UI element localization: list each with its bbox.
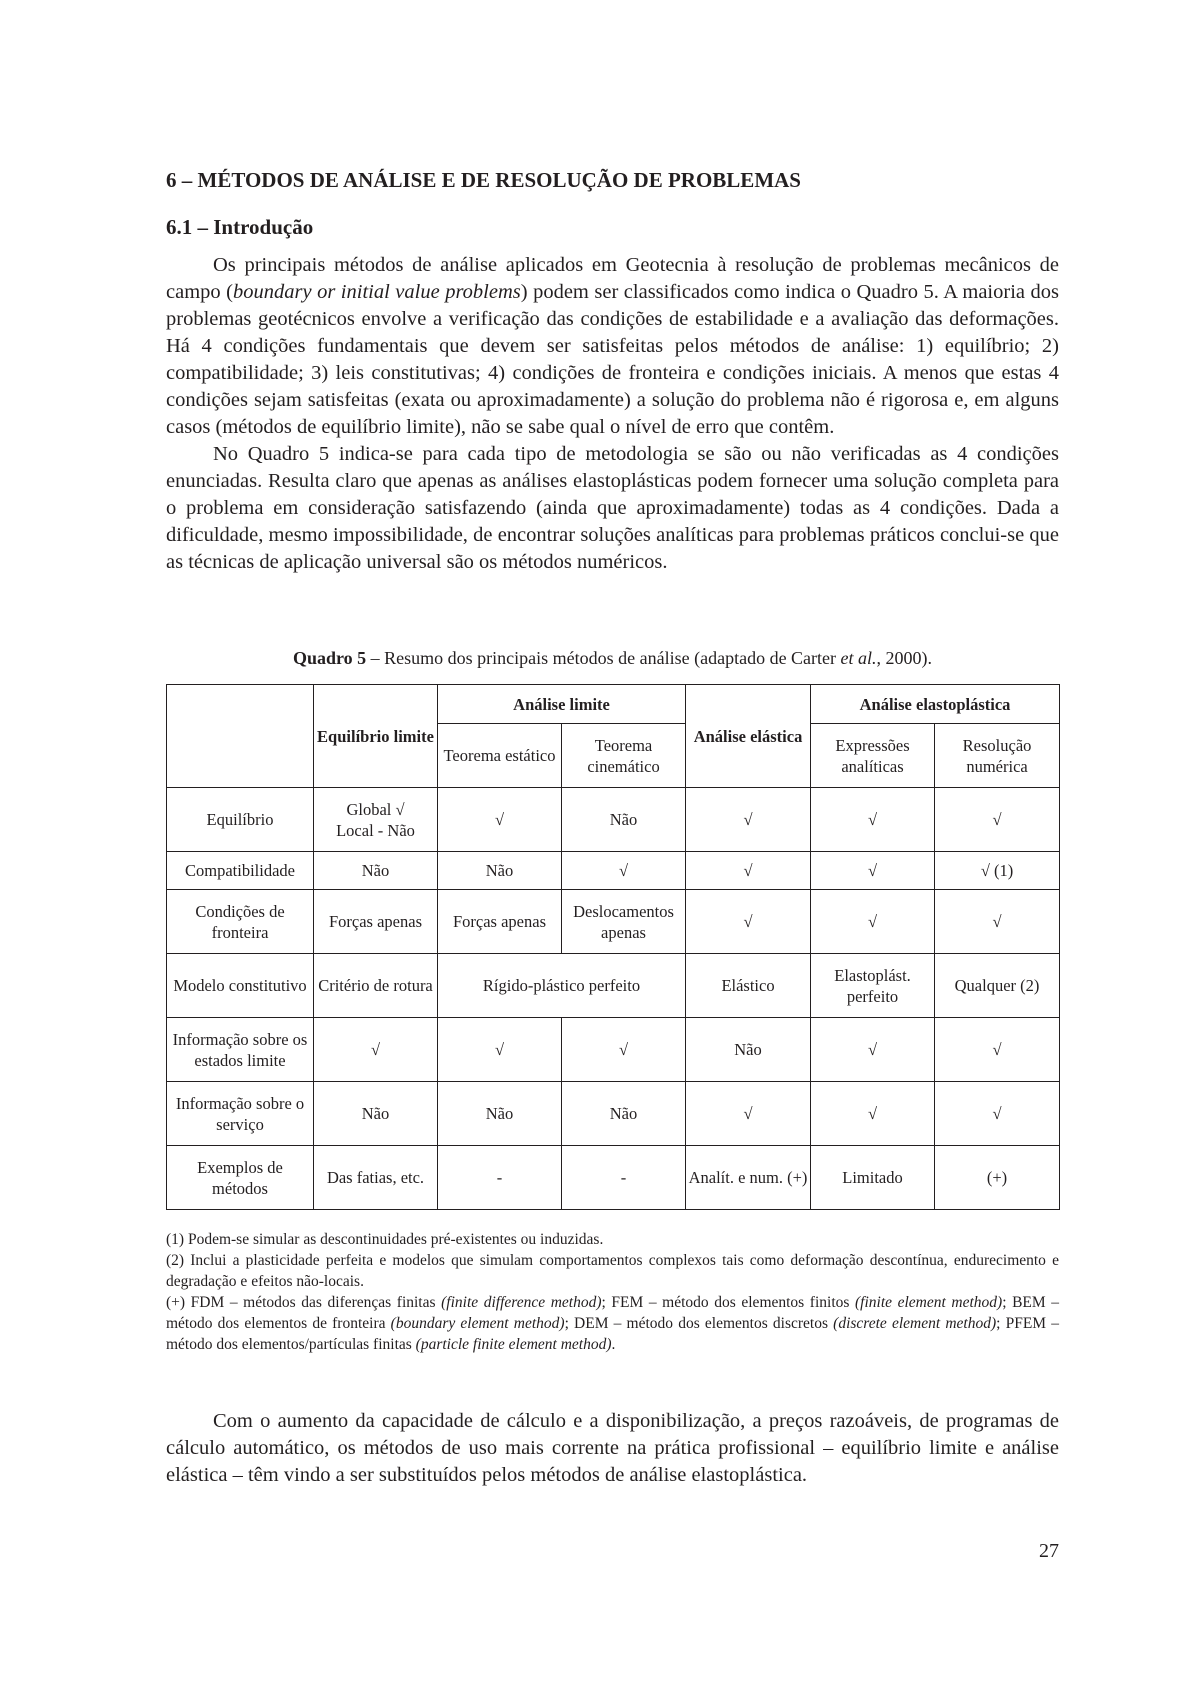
row-label: Modelo constitutivo bbox=[167, 954, 314, 1018]
row-label: Condições de fronteira bbox=[167, 890, 314, 954]
text-run: ; DEM – método dos elementos discretos bbox=[564, 1315, 834, 1332]
table-cell: √ bbox=[935, 1018, 1060, 1082]
text-run: , 2000). bbox=[876, 648, 933, 668]
closing-paragraph: Com o aumento da capacidade de cálculo e a disponibilização, a preços razoáveis, de programas de cálculo automático, os métodos de uso mais corrente na prática profissional – equilíbrio limite e análise elástica – têm vindo a ser substituídos pelos métodos de análise elastoplástica. bbox=[166, 1410, 1059, 1486]
table-cell: - bbox=[562, 1146, 686, 1210]
italic-term: (boundary element method) bbox=[390, 1315, 565, 1332]
table-cell: Não bbox=[562, 788, 686, 852]
table-cell: √ bbox=[811, 852, 935, 890]
section-heading: 6 – MÉTODOS DE ANÁLISE E DE RESOLUÇÃO DE PROBLEMAS bbox=[166, 168, 801, 192]
row-label: Informação sobre o serviço bbox=[167, 1082, 314, 1146]
table-cell: √ bbox=[811, 788, 935, 852]
table-cell: Não bbox=[438, 1082, 562, 1146]
text-run: ; BEM – método dos elementos de fronteira bbox=[166, 1294, 1060, 1332]
header-resolucao-numerica: Resolução numérica bbox=[935, 724, 1060, 788]
caption-label: Quadro 5 bbox=[292, 648, 367, 668]
cell-line: Global √ bbox=[346, 799, 405, 819]
italic-term: (discrete element method) bbox=[833, 1315, 997, 1332]
table-cell: Não bbox=[438, 852, 562, 890]
subsection-heading: 6.1 – Introdução bbox=[166, 215, 314, 239]
text-run: ) podem ser classificados como indica o Quadro 5. A maioria dos problemas geotécnicos envolve a verificação das condições de estabilidade e a avaliação das deformações. Há 4 condições fundamentais que devem ser satisfeitas pelos métodos de análise: 1) equilíbrio; 2) compatibilidade; 3) leis constitutivas; 4) condições de fronteira e condições iniciais. A menos que estas 4 condições sejam satisfeitas (exata ou aproximadamente) a solução do problema não é rigorosa e, em alguns casos (métodos de equilíbrio limite), não se sabe qual o nível de erro que contêm. bbox=[166, 281, 1059, 438]
text-run: ; PFEM – método dos elementos/partículas finitas bbox=[166, 1315, 1059, 1353]
table-cell: Das fatias, etc. bbox=[314, 1146, 438, 1210]
row-label: Equilíbrio bbox=[167, 788, 314, 852]
table-cell: √ bbox=[686, 1082, 811, 1146]
methods-summary-table bbox=[166, 684, 1060, 1210]
text-run: ; FEM – método dos elementos finitos bbox=[601, 1294, 855, 1311]
note-1: (1) Podem-se simular as descontinuidades pré-existentes ou induzidas. bbox=[166, 1231, 604, 1248]
table-cell: √ bbox=[686, 852, 811, 890]
table-cell: √ bbox=[438, 1018, 562, 1082]
header-analise-elastica: Análise elástica bbox=[686, 685, 811, 788]
text-run: – Resumo dos principais métodos de análise (adaptado de Carter bbox=[366, 648, 841, 668]
table-row bbox=[167, 890, 1060, 954]
table-cell: √ bbox=[562, 852, 686, 890]
table-cell: Elastoplást. perfeito bbox=[811, 954, 935, 1018]
table-row bbox=[167, 954, 1060, 1018]
header-teorema-estatico: Teorema estático bbox=[438, 724, 562, 788]
table-row bbox=[167, 852, 1060, 890]
header-teorema-cinematico: Teorema cinemático bbox=[562, 724, 686, 788]
row-label: Informação sobre os estados limite bbox=[167, 1018, 314, 1082]
text-run: (+) FDM – métodos das diferenças finitas bbox=[166, 1294, 442, 1311]
header-analise-limite: Análise limite bbox=[438, 685, 686, 724]
row-label: Compatibilidade bbox=[167, 852, 314, 890]
intro-paragraph-1 bbox=[166, 252, 1059, 441]
table-row bbox=[167, 1082, 1060, 1146]
table-cell: Não bbox=[686, 1018, 811, 1082]
table-cell: √ bbox=[811, 1018, 935, 1082]
italic-term: (finite element method) bbox=[855, 1294, 1003, 1311]
table-cell: √ bbox=[686, 788, 811, 852]
table-row bbox=[167, 1018, 1060, 1082]
table-cell: √ bbox=[686, 890, 811, 954]
header-empty-cell bbox=[167, 685, 314, 788]
table-cell: √ bbox=[811, 890, 935, 954]
table-cell: Não bbox=[562, 1082, 686, 1146]
table-row bbox=[167, 1146, 1060, 1210]
italic-term: (finite difference method) bbox=[441, 1294, 602, 1311]
table-header-row bbox=[167, 685, 1060, 724]
table-cell bbox=[314, 788, 438, 852]
table-cell: √ bbox=[935, 788, 1060, 852]
table-cell: Não bbox=[314, 852, 438, 890]
table-cell: Elástico bbox=[686, 954, 811, 1018]
table-cell: Qualquer (2) bbox=[935, 954, 1060, 1018]
note-3 bbox=[166, 1292, 1059, 1355]
table-cell: √ bbox=[314, 1018, 438, 1082]
table-cell: Não bbox=[314, 1082, 438, 1146]
italic-term: et al. bbox=[840, 648, 877, 668]
table-cell: Forças apenas bbox=[314, 890, 438, 954]
table-cell: Forças apenas bbox=[438, 890, 562, 954]
table-cell: √ bbox=[935, 1082, 1060, 1146]
row-label: Exemplos de métodos bbox=[167, 1146, 314, 1210]
cell-line: Local - Não bbox=[336, 820, 415, 840]
table-notes bbox=[166, 1229, 1059, 1355]
table-cell: Limitado bbox=[811, 1146, 935, 1210]
table-cell: Critério de rotura bbox=[314, 954, 438, 1018]
table-cell: (+) bbox=[935, 1146, 1060, 1210]
intro-paragraph-2: No Quadro 5 indica-se para cada tipo de metodologia se são ou não verificadas as 4 condições enunciadas. Resulta claro que apenas as análises elastoplásticas podem fornecer uma solução completa para o problema em consideração satisfazendo (ainda que aproximadamente) todas as 4 condições. Dada a dificuldade, mesmo impossibilidade, de encontrar soluções analíticas para problemas práticos conclui-se que as técnicas de aplicação universal são os métodos numéricos. bbox=[166, 443, 1059, 573]
table-cell: Rígido-plástico perfeito bbox=[438, 954, 686, 1018]
table-cell: √ bbox=[811, 1082, 935, 1146]
header-analise-elastoplastica: Análise elastoplástica bbox=[811, 685, 1060, 724]
table-cell: √ bbox=[438, 788, 562, 852]
table-cell: √ bbox=[935, 890, 1060, 954]
table-cell: - bbox=[438, 1146, 562, 1210]
table-cell: √ (1) bbox=[935, 852, 1060, 890]
italic-term: (particle finite element method) bbox=[415, 1336, 612, 1353]
header-expressoes-analiticas: Expressões analíticas bbox=[811, 724, 935, 788]
table-cell: √ bbox=[562, 1018, 686, 1082]
header-equilibrio-limite: Equilíbrio limite bbox=[314, 685, 438, 788]
table-cell: Analít. e num. (+) bbox=[686, 1146, 811, 1210]
page-number: 27 bbox=[1039, 1540, 1059, 1562]
note-2: (2) Inclui a plasticidade perfeita e modelos que simulam comportamentos complexos tais como deformação descontínua, endurecimento e degradação e efeitos não-locais. bbox=[166, 1252, 1059, 1290]
table-row bbox=[167, 788, 1060, 852]
table-caption bbox=[166, 648, 1059, 669]
text-run: . bbox=[611, 1336, 616, 1353]
table-cell: Deslocamentos apenas bbox=[562, 890, 686, 954]
intro-text bbox=[166, 252, 1059, 576]
italic-term: boundary or initial value problems bbox=[232, 281, 521, 303]
closing-text bbox=[166, 1408, 1059, 1489]
text-run: Os principais métodos de análise aplicados em Geotecnia à resolução de problemas mecânicos de campo ( bbox=[166, 254, 1059, 303]
